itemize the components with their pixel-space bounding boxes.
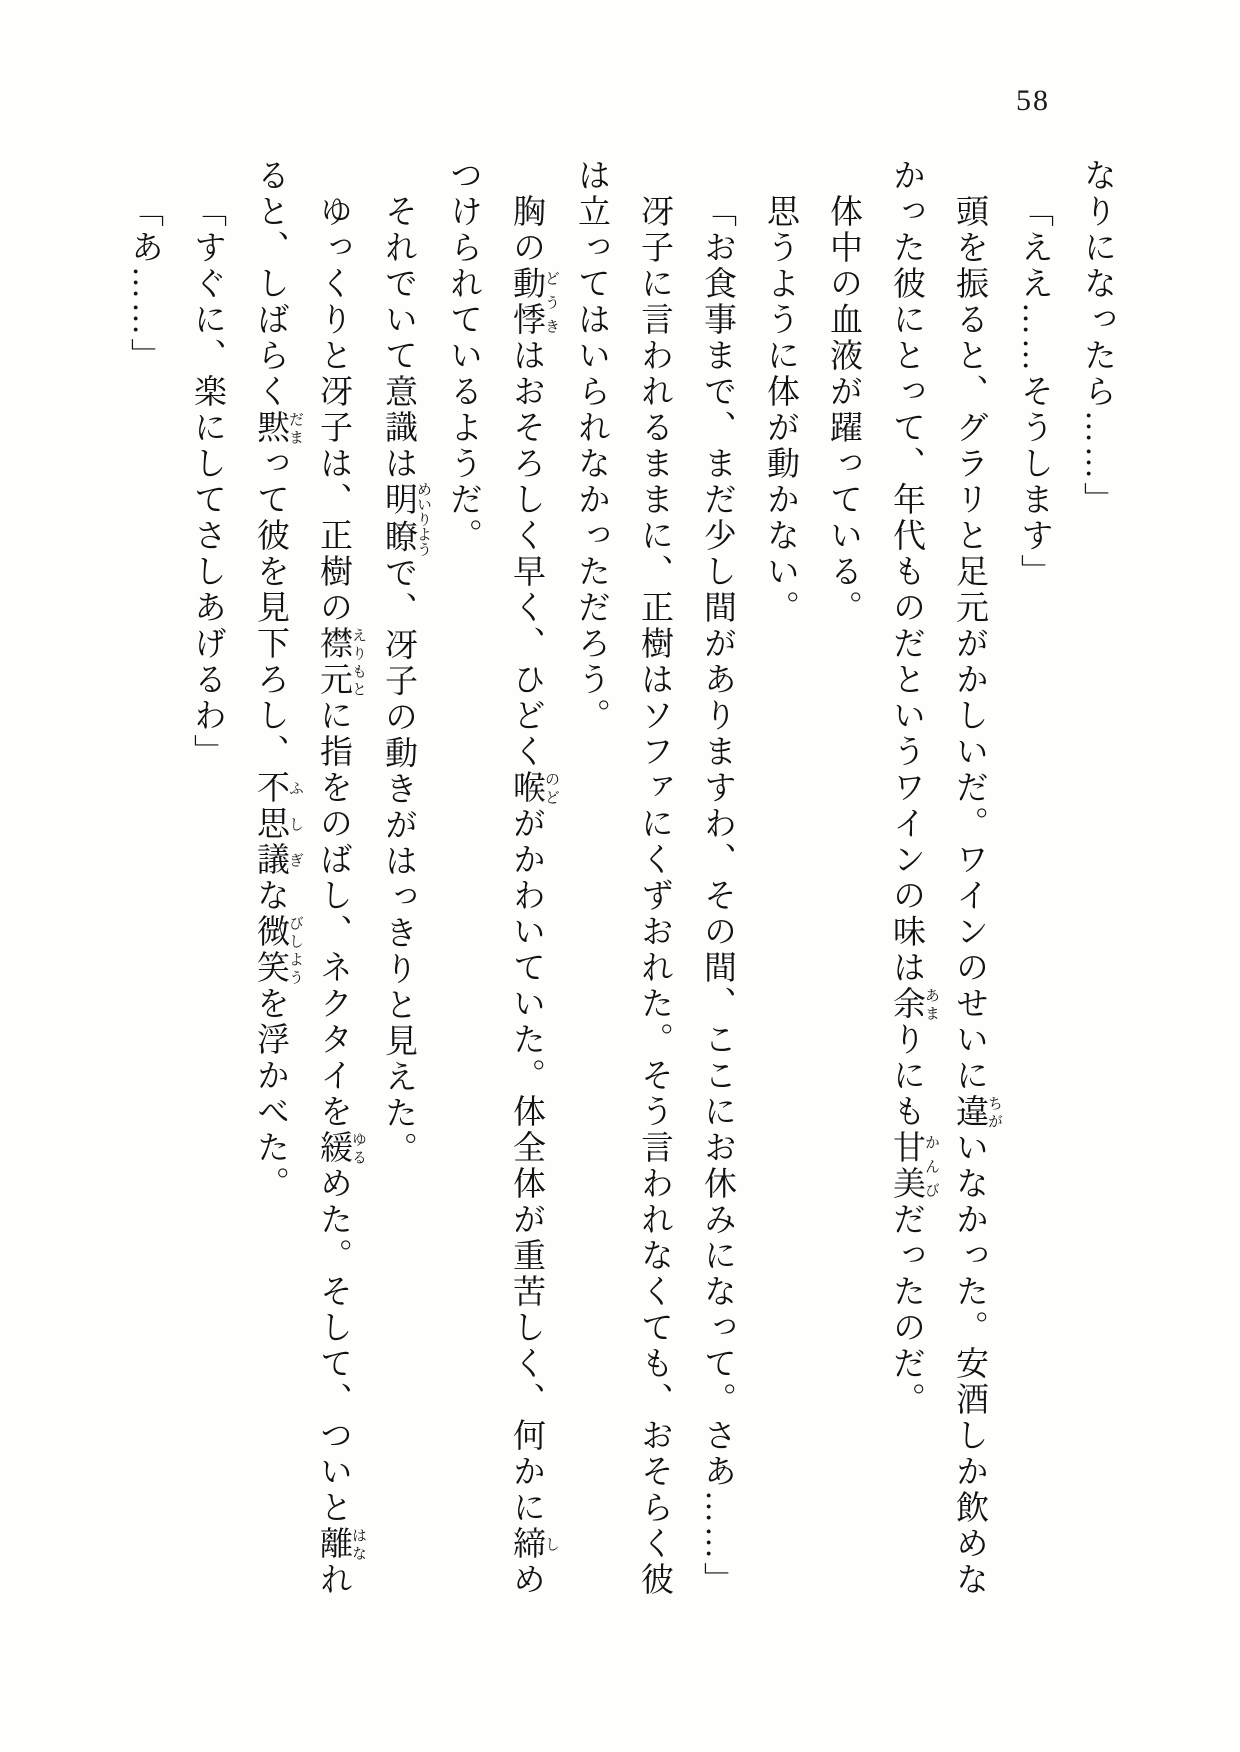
- text-paragraph: ゆっくりと冴子は、正樹の襟元 えりもとに指をのばし、ネクタイを緩 ゆるめた。そして、ついと離 はなれると、しばらく黙 だまって彼を見下ろし、不思議 ふしぎな微笑 びしようを浮かべた。: [252, 158, 366, 1598]
- ruby-annotated-word: 離 はな: [315, 1526, 366, 1562]
- text-paragraph: 「あ……」: [126, 194, 162, 374]
- ruby-annotated-word: 甘美 かんび: [888, 1130, 939, 1202]
- text-paragraph: 思うように体が動かない。: [762, 194, 798, 626]
- furigana: えりもと: [350, 626, 366, 698]
- furigana: ふしぎ: [287, 770, 303, 878]
- page-number: 58: [1016, 84, 1050, 117]
- vertical-text-block: [112, 158, 1128, 1600]
- text-paragraph: なりになったら……」: [1079, 158, 1115, 518]
- ruby-annotated-word: 余 あま: [888, 986, 939, 1022]
- furigana: めいりよう: [415, 481, 431, 557]
- ruby-annotated-word: 緩 ゆる: [315, 1130, 366, 1166]
- ruby-annotated-word: 喉 のど: [508, 770, 559, 806]
- furigana: のど: [543, 770, 559, 806]
- text-paragraph: 体中の血液が躍っている。: [825, 194, 861, 626]
- ruby-annotated-word: 襟元 えりもと: [315, 626, 366, 698]
- furigana: びしよう: [287, 914, 303, 986]
- furigana: ゆる: [350, 1130, 366, 1166]
- text-paragraph: 「すぐに、楽にしてさしあげるわ」: [189, 194, 225, 770]
- furigana: し: [543, 1526, 559, 1562]
- furigana: ちが: [986, 1094, 1002, 1130]
- text-paragraph: 「ええ……そうします」: [1016, 194, 1052, 590]
- text-paragraph: 冴子に言われるままに、正樹はソファにくずおれた。そう言われなくても、おそらく彼は立ってはいられなかっただろう。: [573, 158, 672, 1598]
- text-paragraph: 胸の動悸 どうきはおそろしく早く、ひどく喉 のどがかわいていた。体全体が重苦しく、何かに締 しめつけられているようだ。: [445, 158, 559, 1598]
- ruby-annotated-word: 微笑 びしよう: [252, 914, 303, 986]
- ruby-annotated-word: 締 し: [508, 1526, 559, 1562]
- ruby-annotated-word: 明瞭 めいりよう: [380, 481, 431, 557]
- ruby-annotated-word: 動悸 どうき: [508, 266, 559, 338]
- text-paragraph: 頭を振ると、グラリと足元がかしいだ。ワインのせいに違 ちがいなかった。安酒しか飲めなかった彼にとって、年代ものだというワインの味は余 あまりにも甘美 かんびだったのだ。: [888, 158, 1002, 1598]
- ruby-annotated-word: 黙 だま: [252, 410, 303, 446]
- ruby-annotated-word: 違 ちが: [951, 1094, 1002, 1130]
- text-paragraph: 「お食事まで、まだ少し間がありますわ、その間、ここにお休みになって。さあ……」: [699, 194, 735, 1598]
- furigana: どうき: [543, 266, 559, 338]
- furigana: はな: [350, 1526, 366, 1562]
- furigana: かんび: [923, 1130, 939, 1202]
- ruby-annotated-word: 不思議 ふしぎ: [252, 770, 303, 878]
- furigana: あま: [923, 986, 939, 1022]
- furigana: だま: [287, 410, 303, 446]
- text-paragraph: それでいて意識は明瞭 めいりようで、冴子の動きがはっきりと見えた。: [380, 194, 431, 1168]
